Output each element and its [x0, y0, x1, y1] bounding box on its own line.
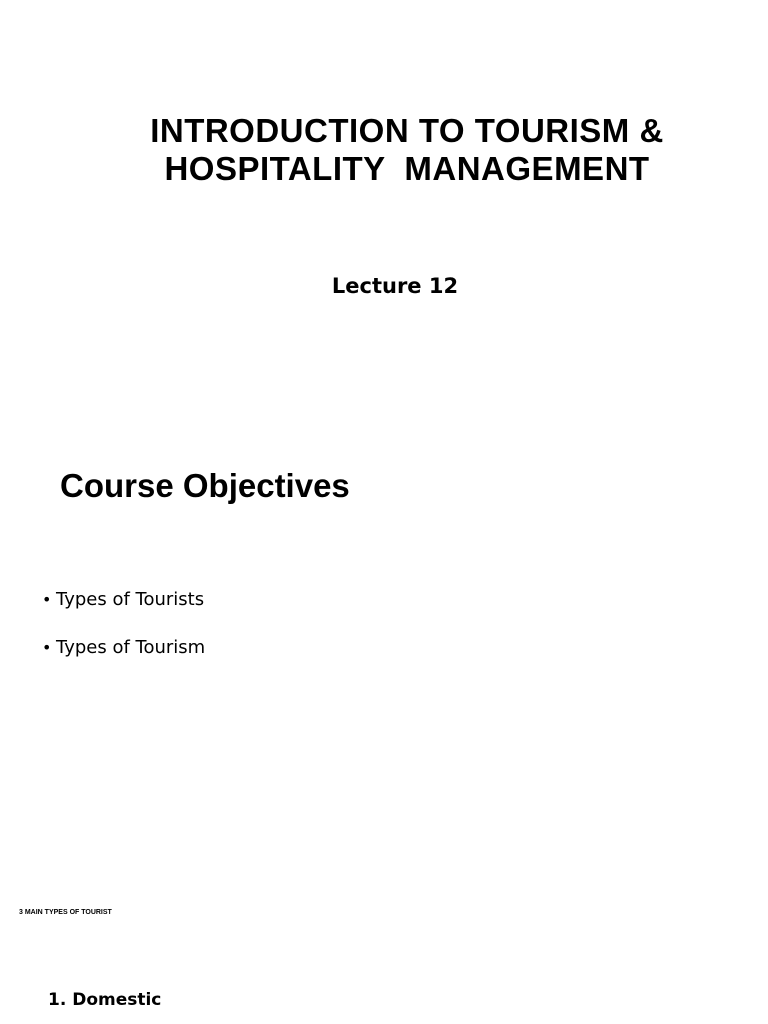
list-item: [42, 636, 205, 660]
bullet-icon: •: [42, 590, 52, 609]
objectives-slide: [0, 400, 768, 860]
tourist-type-item: 1. Domestic: [48, 990, 162, 1010]
objective-label: Types of Tourists: [56, 589, 205, 610]
list-item: [42, 588, 205, 612]
slide-caption: 3 MAIN TYPES OF TOURIST: [19, 909, 112, 916]
presentation-title: INTRODUCTION TO TOURISM & HOSPITALITY MANAGEMENT: [150, 112, 664, 187]
objective-label: Types of Tourism: [56, 637, 206, 658]
lecture-number: Lecture 12: [331, 274, 459, 298]
title-slide: [0, 0, 768, 400]
bullet-icon: •: [42, 638, 52, 657]
objectives-list: [42, 588, 205, 684]
tourist-types-slide: [0, 860, 768, 1024]
objectives-heading: Course Objectives: [60, 467, 350, 504]
